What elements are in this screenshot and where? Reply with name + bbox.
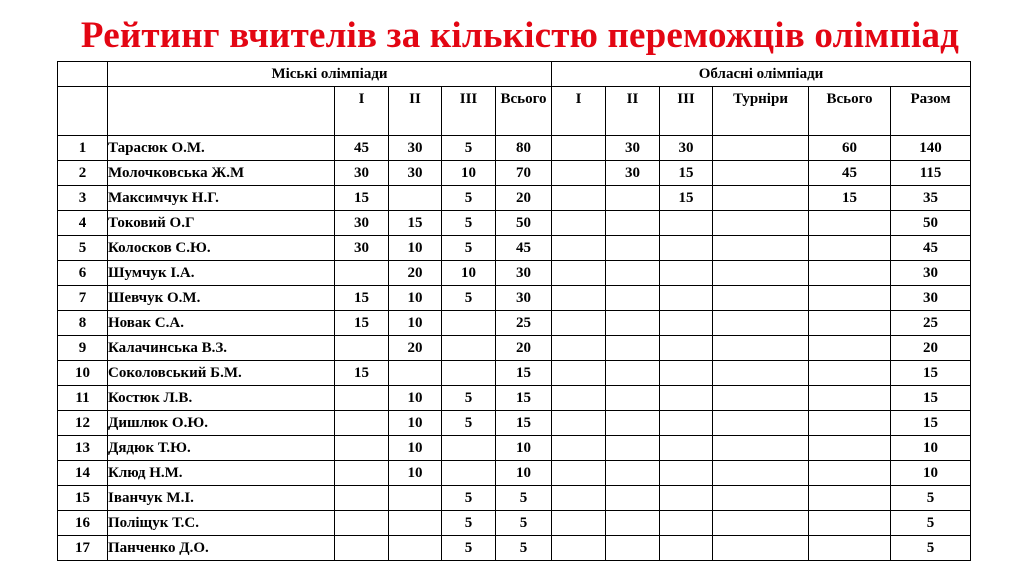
region-second-cell: [606, 336, 660, 361]
grand-total-cell: 45: [891, 236, 971, 261]
teacher-name-cell: Максимчук Н.Г.: [108, 186, 335, 211]
row-number-cell: 3: [58, 186, 108, 211]
region-second-cell: [606, 211, 660, 236]
region-second-cell: [606, 361, 660, 386]
city-third-cell: 5: [442, 386, 496, 411]
table-row: [58, 411, 971, 436]
city-first-cell: 15: [335, 286, 389, 311]
header-row-groups: [58, 62, 971, 87]
region-third-cell: [660, 286, 713, 311]
city-second-cell: 30: [389, 136, 442, 161]
city-first-cell: 15: [335, 311, 389, 336]
region-third-cell: 15: [660, 186, 713, 211]
city-total-cell: 50: [496, 211, 552, 236]
region-tournaments-cell: [713, 386, 809, 411]
teacher-name-cell: Іванчук М.І.: [108, 486, 335, 511]
city-third-cell: 5: [442, 511, 496, 536]
region-first-cell: [552, 336, 606, 361]
row-number-cell: 15: [58, 486, 108, 511]
city-first-cell: [335, 536, 389, 561]
city-total-cell: 30: [496, 261, 552, 286]
region-third-cell: [660, 261, 713, 286]
region-tournaments-cell: [713, 536, 809, 561]
city-first-cell: 15: [335, 186, 389, 211]
city-third-cell: [442, 336, 496, 361]
region-second-cell: [606, 411, 660, 436]
city-total-cell: 15: [496, 411, 552, 436]
region-first-cell: [552, 411, 606, 436]
city-total-cell: 30: [496, 286, 552, 311]
header-row-columns: [58, 87, 971, 136]
grand-total-cell: 35: [891, 186, 971, 211]
region-tournaments-cell: [713, 436, 809, 461]
region-third-cell: 15: [660, 161, 713, 186]
grand-total-cell: 15: [891, 361, 971, 386]
col-header-region-tournaments: Турніри: [713, 87, 809, 136]
region-first-cell: [552, 311, 606, 336]
teacher-name-cell: Шумчук І.А.: [108, 261, 335, 286]
region-total-cell: [809, 461, 891, 486]
row-number-cell: 5: [58, 236, 108, 261]
region-second-cell: [606, 461, 660, 486]
city-third-cell: [442, 361, 496, 386]
region-second-cell: [606, 386, 660, 411]
city-first-cell: 15: [335, 361, 389, 386]
region-tournaments-cell: [713, 511, 809, 536]
region-third-cell: [660, 386, 713, 411]
city-first-cell: [335, 486, 389, 511]
city-total-cell: 45: [496, 236, 552, 261]
city-first-cell: [335, 336, 389, 361]
grand-total-cell: 30: [891, 286, 971, 311]
teacher-name-cell: Тарасюк О.М.: [108, 136, 335, 161]
grand-total-cell: 10: [891, 461, 971, 486]
region-total-cell: [809, 311, 891, 336]
city-first-cell: [335, 461, 389, 486]
region-tournaments-cell: [713, 286, 809, 311]
teacher-name-cell: Дядюк Т.Ю.: [108, 436, 335, 461]
region-second-cell: [606, 186, 660, 211]
region-second-cell: [606, 486, 660, 511]
region-third-cell: [660, 486, 713, 511]
city-first-cell: 30: [335, 211, 389, 236]
region-first-cell: [552, 386, 606, 411]
row-number-cell: 4: [58, 211, 108, 236]
rating-table: [57, 61, 971, 561]
col-header-region-3: III: [660, 87, 713, 136]
col-header-city-2: II: [389, 87, 442, 136]
region-third-cell: [660, 236, 713, 261]
city-second-cell: [389, 511, 442, 536]
city-second-cell: [389, 186, 442, 211]
group-header-city: Міські олімпіади: [108, 62, 552, 87]
region-second-cell: [606, 511, 660, 536]
city-second-cell: [389, 361, 442, 386]
region-third-cell: [660, 211, 713, 236]
row-number-cell: 9: [58, 336, 108, 361]
row-number-cell: 11: [58, 386, 108, 411]
city-first-cell: [335, 386, 389, 411]
city-third-cell: 5: [442, 236, 496, 261]
region-tournaments-cell: [713, 211, 809, 236]
table-row: [58, 161, 971, 186]
group-header-region: Обласні олімпіади: [552, 62, 971, 87]
table-row: [58, 361, 971, 386]
city-second-cell: 15: [389, 211, 442, 236]
teacher-name-cell: Костюк Л.В.: [108, 386, 335, 411]
teacher-name-cell: Дишлюк О.Ю.: [108, 411, 335, 436]
region-second-cell: [606, 536, 660, 561]
city-second-cell: [389, 486, 442, 511]
region-second-cell: [606, 236, 660, 261]
city-second-cell: 10: [389, 236, 442, 261]
region-third-cell: [660, 511, 713, 536]
city-third-cell: [442, 436, 496, 461]
city-first-cell: [335, 511, 389, 536]
row-number-cell: 8: [58, 311, 108, 336]
region-tournaments-cell: [713, 136, 809, 161]
region-third-cell: [660, 536, 713, 561]
region-tournaments-cell: [713, 411, 809, 436]
grand-total-cell: 15: [891, 411, 971, 436]
city-third-cell: 5: [442, 186, 496, 211]
city-third-cell: 5: [442, 536, 496, 561]
region-total-cell: [809, 361, 891, 386]
row-number-cell: 2: [58, 161, 108, 186]
grand-total-cell: 115: [891, 161, 971, 186]
table-row: [58, 336, 971, 361]
table-row: [58, 286, 971, 311]
table-row: [58, 211, 971, 236]
row-number-cell: 10: [58, 361, 108, 386]
city-third-cell: 5: [442, 486, 496, 511]
city-second-cell: 10: [389, 436, 442, 461]
teacher-name-cell: Молочковська Ж.М: [108, 161, 335, 186]
grand-total-cell: 30: [891, 261, 971, 286]
table-row: [58, 486, 971, 511]
row-number-cell: 14: [58, 461, 108, 486]
region-total-cell: [809, 286, 891, 311]
city-total-cell: 5: [496, 486, 552, 511]
city-first-cell: [335, 436, 389, 461]
row-number-cell: 1: [58, 136, 108, 161]
region-second-cell: [606, 436, 660, 461]
city-total-cell: 15: [496, 386, 552, 411]
region-third-cell: [660, 361, 713, 386]
city-second-cell: 10: [389, 461, 442, 486]
city-second-cell: 20: [389, 336, 442, 361]
region-total-cell: 60: [809, 136, 891, 161]
page-title: Рейтинг вчителів за кількістю переможців олімпіад: [80, 15, 960, 56]
col-header-city-1: I: [335, 87, 389, 136]
region-first-cell: [552, 486, 606, 511]
region-tournaments-cell: [713, 261, 809, 286]
region-total-cell: [809, 336, 891, 361]
row-number-cell: 16: [58, 511, 108, 536]
region-third-cell: [660, 436, 713, 461]
city-third-cell: 5: [442, 136, 496, 161]
city-second-cell: 10: [389, 286, 442, 311]
col-header-city-total: Всього: [496, 87, 552, 136]
header-num-cell: [58, 87, 108, 136]
teacher-name-cell: Калачинська В.З.: [108, 336, 335, 361]
region-total-cell: [809, 386, 891, 411]
table-row: [58, 386, 971, 411]
table-row: [58, 311, 971, 336]
city-second-cell: 10: [389, 311, 442, 336]
region-third-cell: [660, 336, 713, 361]
region-tournaments-cell: [713, 486, 809, 511]
grand-total-cell: 10: [891, 436, 971, 461]
table-row: [58, 136, 971, 161]
region-total-cell: [809, 536, 891, 561]
region-total-cell: [809, 236, 891, 261]
col-header-grand-total: Разом: [891, 87, 971, 136]
region-first-cell: [552, 511, 606, 536]
region-tournaments-cell: [713, 311, 809, 336]
city-first-cell: 30: [335, 236, 389, 261]
grand-total-cell: 5: [891, 486, 971, 511]
region-total-cell: [809, 486, 891, 511]
region-first-cell: [552, 461, 606, 486]
region-first-cell: [552, 161, 606, 186]
row-number-cell: 12: [58, 411, 108, 436]
city-third-cell: 5: [442, 411, 496, 436]
city-third-cell: 5: [442, 211, 496, 236]
city-total-cell: 10: [496, 461, 552, 486]
city-total-cell: 80: [496, 136, 552, 161]
region-third-cell: [660, 461, 713, 486]
city-third-cell: [442, 461, 496, 486]
region-total-cell: [809, 511, 891, 536]
region-first-cell: [552, 136, 606, 161]
city-third-cell: 5: [442, 286, 496, 311]
city-first-cell: [335, 411, 389, 436]
region-third-cell: 30: [660, 136, 713, 161]
grand-total-cell: 15: [891, 386, 971, 411]
grand-total-cell: 20: [891, 336, 971, 361]
city-third-cell: 10: [442, 161, 496, 186]
region-second-cell: [606, 286, 660, 311]
city-second-cell: [389, 536, 442, 561]
teacher-name-cell: Токовий О.Г: [108, 211, 335, 236]
grand-total-cell: 5: [891, 511, 971, 536]
city-first-cell: 45: [335, 136, 389, 161]
city-second-cell: 10: [389, 411, 442, 436]
region-third-cell: [660, 311, 713, 336]
region-tournaments-cell: [713, 361, 809, 386]
region-total-cell: 15: [809, 186, 891, 211]
city-total-cell: 20: [496, 336, 552, 361]
teacher-name-cell: Поліщук Т.С.: [108, 511, 335, 536]
teacher-name-cell: Панченко Д.О.: [108, 536, 335, 561]
city-total-cell: 15: [496, 361, 552, 386]
region-total-cell: [809, 436, 891, 461]
region-first-cell: [552, 236, 606, 261]
grand-total-cell: 140: [891, 136, 971, 161]
city-second-cell: 30: [389, 161, 442, 186]
grand-total-cell: 25: [891, 311, 971, 336]
region-tournaments-cell: [713, 461, 809, 486]
region-total-cell: [809, 261, 891, 286]
header-name-cell: [108, 87, 335, 136]
col-header-city-3: III: [442, 87, 496, 136]
table-row: [58, 536, 971, 561]
region-first-cell: [552, 536, 606, 561]
region-first-cell: [552, 261, 606, 286]
city-third-cell: 10: [442, 261, 496, 286]
region-first-cell: [552, 436, 606, 461]
city-total-cell: 5: [496, 536, 552, 561]
city-total-cell: 25: [496, 311, 552, 336]
region-second-cell: [606, 261, 660, 286]
teacher-name-cell: Колосков С.Ю.: [108, 236, 335, 261]
row-number-cell: 13: [58, 436, 108, 461]
city-total-cell: 5: [496, 511, 552, 536]
grand-total-cell: 50: [891, 211, 971, 236]
region-tournaments-cell: [713, 336, 809, 361]
region-first-cell: [552, 186, 606, 211]
col-header-region-2: II: [606, 87, 660, 136]
region-total-cell: [809, 411, 891, 436]
header-corner-cell: [58, 62, 108, 87]
row-number-cell: 6: [58, 261, 108, 286]
city-first-cell: 30: [335, 161, 389, 186]
city-third-cell: [442, 311, 496, 336]
region-tournaments-cell: [713, 236, 809, 261]
region-first-cell: [552, 286, 606, 311]
region-tournaments-cell: [713, 186, 809, 211]
col-header-region-total: Всього: [809, 87, 891, 136]
region-tournaments-cell: [713, 161, 809, 186]
row-number-cell: 7: [58, 286, 108, 311]
teacher-name-cell: Клюд Н.М.: [108, 461, 335, 486]
city-total-cell: 70: [496, 161, 552, 186]
teacher-name-cell: Новак С.А.: [108, 311, 335, 336]
city-total-cell: 10: [496, 436, 552, 461]
table-body: [58, 62, 971, 561]
col-header-region-1: I: [552, 87, 606, 136]
region-first-cell: [552, 211, 606, 236]
table-row: [58, 261, 971, 286]
region-total-cell: [809, 211, 891, 236]
table-row: [58, 511, 971, 536]
region-third-cell: [660, 411, 713, 436]
table-row: [58, 436, 971, 461]
city-first-cell: [335, 261, 389, 286]
region-second-cell: 30: [606, 136, 660, 161]
region-total-cell: 45: [809, 161, 891, 186]
table-row: [58, 236, 971, 261]
region-first-cell: [552, 361, 606, 386]
table-row: [58, 186, 971, 211]
teacher-name-cell: Соколовський Б.М.: [108, 361, 335, 386]
table-row: [58, 461, 971, 486]
region-second-cell: 30: [606, 161, 660, 186]
grand-total-cell: 5: [891, 536, 971, 561]
city-second-cell: 10: [389, 386, 442, 411]
teacher-name-cell: Шевчук О.М.: [108, 286, 335, 311]
city-second-cell: 20: [389, 261, 442, 286]
region-second-cell: [606, 311, 660, 336]
row-number-cell: 17: [58, 536, 108, 561]
city-total-cell: 20: [496, 186, 552, 211]
